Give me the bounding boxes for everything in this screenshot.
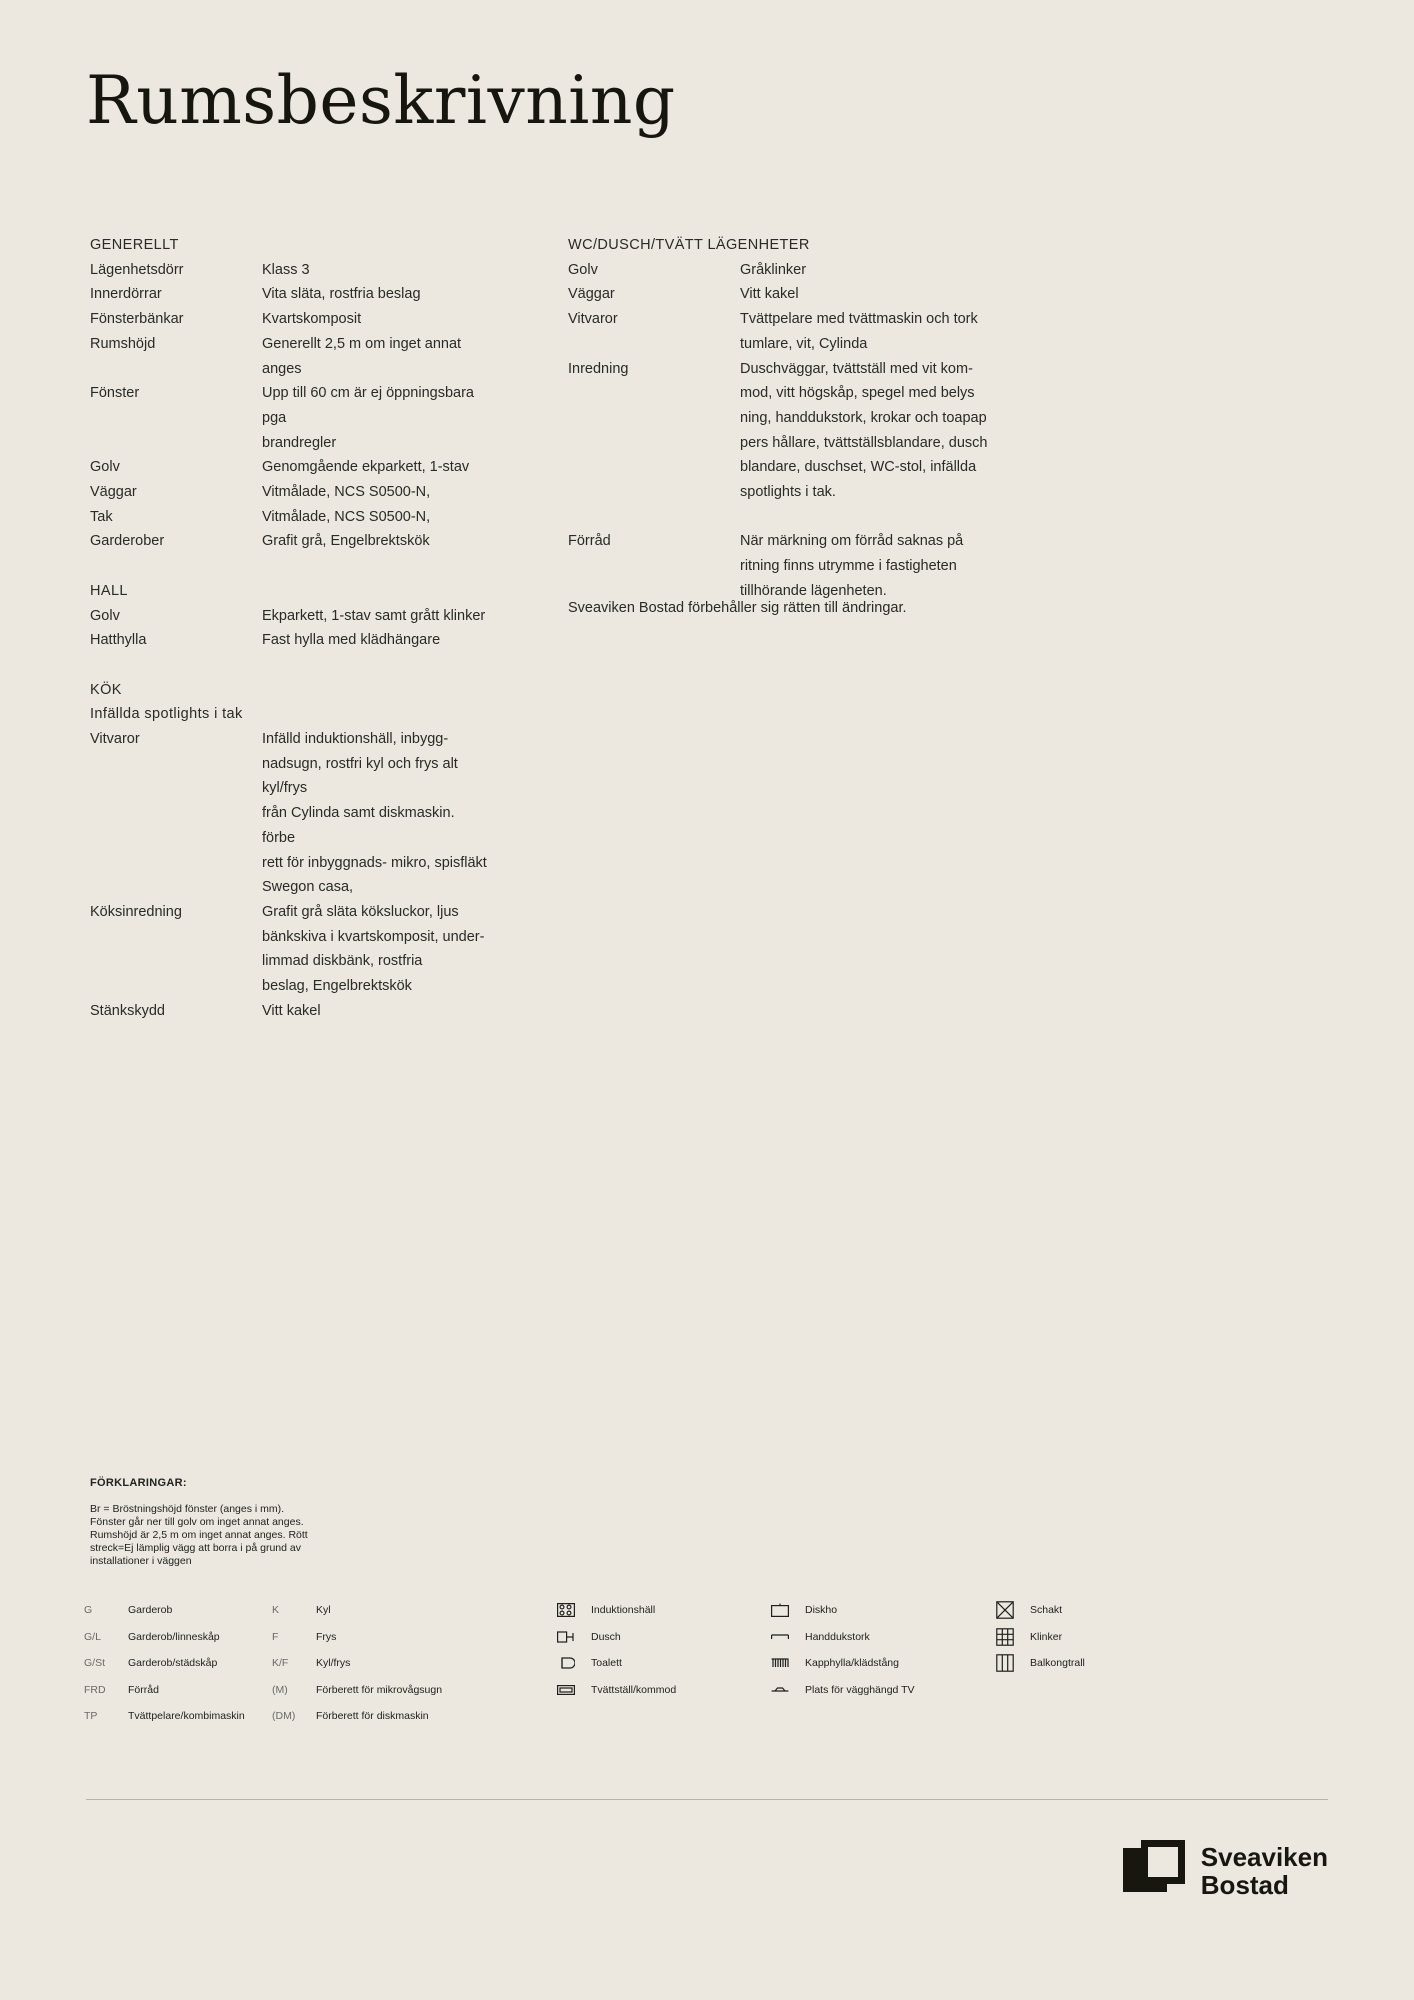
- legend-item: [996, 1624, 1085, 1651]
- spec-value-continuation: Swegon casa,: [262, 879, 354, 896]
- legend-item: [557, 1597, 676, 1624]
- spec-key: Lägenhetsdörr: [90, 261, 184, 278]
- spec-row: [90, 381, 490, 430]
- tv-icon: [771, 1683, 805, 1697]
- spec-key: Innerdörrar: [90, 286, 162, 303]
- legend-label: Dusch: [591, 1630, 621, 1643]
- legend-label: Förberett för diskmaskin: [316, 1710, 429, 1723]
- spec-key: Stänkskydd: [90, 1002, 165, 1019]
- legend-code: G/St: [84, 1657, 106, 1670]
- section-heading: KÖK: [90, 681, 122, 698]
- disclaimer-text: Sveaviken Bostad förbehåller sig rätten till ändringar.: [568, 600, 907, 616]
- legend-code: G: [84, 1604, 93, 1617]
- spec-key: Golv: [90, 607, 120, 624]
- spec-value-continuation: tumlare, vit, Cylinda: [740, 335, 868, 352]
- spec-row: [90, 999, 490, 1024]
- legend-label: Kapphylla/klädstång: [805, 1657, 899, 1670]
- specs-column-left: [90, 233, 490, 1023]
- spec-value-continuation: spotlights i tak.: [740, 484, 836, 501]
- legend-item: [272, 1650, 442, 1677]
- spacer: [568, 505, 998, 530]
- legend-label: Plats för vägghängd TV: [805, 1683, 915, 1696]
- legend-item: [84, 1597, 245, 1624]
- section-heading: HALL: [90, 582, 128, 599]
- spec-value: Infälld induktionshäll, inbygg-: [262, 731, 449, 748]
- klinker-icon: [996, 1628, 1030, 1646]
- spec-value: Vitmålade, NCS S0500-N,: [262, 484, 431, 501]
- spec-value-continuation: från Cylinda samt diskmaskin. förbe: [262, 805, 455, 846]
- spec-row: [568, 529, 998, 554]
- spec-value: När märkning om förråd saknas på: [740, 533, 964, 550]
- legend-item: [557, 1677, 676, 1704]
- schakt-icon: [996, 1601, 1030, 1619]
- spec-value-continuation: nadsugn, rostfri kyl och frys alt kyl/frys: [262, 755, 458, 797]
- legend-label: Schakt: [1030, 1604, 1063, 1617]
- legend-item: [557, 1624, 676, 1651]
- spec-key: Väggar: [568, 286, 615, 303]
- spec-value-continuation: pers hållare, tvättställsblandare, dusch: [740, 434, 988, 451]
- spec-row: [568, 258, 998, 283]
- legend-item: [771, 1597, 915, 1624]
- tvattstall-icon: [557, 1683, 591, 1697]
- legend-label: Diskho: [805, 1604, 838, 1617]
- logo-line-1: Sveaviken: [1200, 1842, 1328, 1872]
- spec-key: Hatthylla: [90, 632, 147, 649]
- spec-value: Fast hylla med klädhängare: [262, 632, 441, 649]
- section-heading: Infällda spotlights i tak: [90, 706, 243, 723]
- legend-code: (DM): [272, 1710, 296, 1723]
- legend-label: Handdukstork: [805, 1630, 870, 1643]
- spec-value: Klass 3: [262, 261, 310, 278]
- logo-text: [1201, 1843, 1328, 1899]
- specs-column-right: [568, 233, 998, 604]
- legend-item: [84, 1677, 245, 1704]
- spec-row: [90, 628, 490, 653]
- spec-value: Vita släta, rostfria beslag: [262, 286, 421, 303]
- spec-value: Grafit grå släta köksluckor, ljus: [262, 903, 459, 920]
- legend-label: Induktionshäll: [591, 1604, 656, 1617]
- legend-column: [84, 1597, 245, 1730]
- spec-key: Fönsterbänkar: [90, 311, 184, 328]
- spec-row: [90, 480, 490, 505]
- legend-item: [84, 1624, 245, 1651]
- legend-item: [272, 1624, 442, 1651]
- spec-value-continuation: bänkskiva i kvartskomposit, under-: [262, 928, 485, 945]
- spec-key: Rumshöjd: [90, 335, 156, 352]
- balkongtrall-icon: [996, 1654, 1030, 1672]
- legend-label: Klinker: [1030, 1630, 1063, 1643]
- spec-value: Duschväggar, tvättställ med vit kom-: [740, 360, 973, 377]
- legend-code: (M): [272, 1683, 288, 1696]
- spacer: [90, 554, 490, 579]
- spec-value: Upp till 60 cm är ej öppningsbara pga: [262, 385, 474, 426]
- legend-label: Garderob/städskåp: [128, 1657, 218, 1670]
- legend-label: Kyl/frys: [316, 1657, 351, 1670]
- handdukstork-icon: [771, 1630, 805, 1644]
- spec-value-continuation: beslag, Engelbrektskök: [262, 978, 412, 995]
- spec-key: Golv: [568, 261, 598, 278]
- legend-column: [272, 1597, 442, 1730]
- spec-value: Vitt kakel: [262, 1002, 321, 1019]
- toalett-icon: [557, 1656, 591, 1670]
- legend-code: K: [272, 1604, 280, 1617]
- legend-item: [272, 1677, 442, 1704]
- spec-value: Vitmålade, NCS S0500-N,: [262, 508, 431, 525]
- spec-row: [568, 307, 998, 332]
- spec-value: Gråklinker: [740, 261, 807, 278]
- diskho-icon: [771, 1603, 805, 1617]
- spec-row: [90, 455, 490, 480]
- legend-item: [996, 1597, 1085, 1624]
- legend-label: Balkongtrall: [1030, 1657, 1085, 1670]
- spec-value-continuation: mod, vitt högskåp, spegel med belys: [740, 385, 975, 402]
- legend-label: Förråd: [128, 1683, 159, 1696]
- legend-label: Förberett för mikrovågsugn: [316, 1683, 443, 1696]
- legend-item: [84, 1703, 245, 1730]
- legend-code: FRD: [84, 1683, 106, 1696]
- spec-value-continuation: ning, handdukstork, krokar och toapap: [740, 409, 987, 426]
- legend-label: Frys: [316, 1630, 337, 1643]
- spec-value-continuation: tillhörande lägenheten.: [740, 582, 887, 599]
- legend-column: [771, 1597, 915, 1703]
- spec-row: [568, 357, 998, 382]
- legend-label: Tvättställ/kommod: [591, 1683, 677, 1696]
- legend-item: [771, 1677, 915, 1704]
- legend-item: [771, 1650, 915, 1677]
- legend-item: [557, 1650, 676, 1677]
- logo-mark-icon: [1123, 1840, 1185, 1902]
- spec-key: Väggar: [90, 484, 137, 501]
- legend-code: TP: [84, 1710, 98, 1723]
- spec-key: Vitvaror: [90, 731, 140, 748]
- section-heading: WC/DUSCH/TVÄTT LÄGENHETER: [568, 237, 810, 253]
- spec-value-continuation: limmad diskbänk, rostfria: [262, 953, 423, 970]
- spec-key: Tak: [90, 508, 113, 525]
- spec-row: [90, 604, 490, 629]
- legend-label: Garderob: [128, 1604, 173, 1617]
- page-title: Rumsbeskrivning: [86, 62, 676, 139]
- legend-item: [771, 1624, 915, 1651]
- spec-row: [90, 505, 490, 530]
- legend-label: Toalett: [591, 1657, 622, 1670]
- induktionshall-icon: [557, 1603, 591, 1617]
- legend-code: G/L: [84, 1630, 101, 1643]
- spec-value-continuation: brandregler: [262, 434, 337, 451]
- kapphylla-icon: [771, 1656, 805, 1670]
- spec-row: [90, 727, 490, 752]
- spec-row: [568, 282, 998, 307]
- spec-row: [90, 900, 490, 925]
- spec-value: Ekparkett, 1-stav samt grått klinker: [262, 607, 486, 624]
- spec-value: Vitt kakel: [740, 286, 799, 303]
- spec-value: Grafit grå, Engelbrektskök: [262, 533, 430, 550]
- section-heading: GENERELLT: [90, 237, 179, 253]
- legend-item: [272, 1597, 442, 1624]
- legend-code: K/F: [272, 1657, 289, 1670]
- legend-label: Kyl: [316, 1604, 331, 1617]
- brand-logo: [1123, 1840, 1328, 1902]
- legend-column: [557, 1597, 676, 1703]
- spacer: [90, 653, 490, 678]
- logo-line-2: Bostad: [1200, 1870, 1289, 1900]
- spec-row: [90, 529, 490, 554]
- spec-value: Kvartskomposit: [262, 311, 362, 328]
- spec-key: Förråd: [568, 533, 611, 550]
- legend-item: [272, 1703, 442, 1730]
- spec-row: [90, 332, 490, 357]
- spec-row: [90, 258, 490, 283]
- legend-label: Garderob/linneskåp: [128, 1630, 220, 1643]
- legend-note: Br = Bröstningshöjd fönster (anges i mm). Fönster går ner till golv om inget annat anges. Rumshöjd är 2,5 m om inget annat anges. Rött streck=Ej lämplig vägg att borra i på grund av installationer i väggen: [90, 1503, 308, 1567]
- spec-value-continuation: ritning finns utrymme i fastigheten: [740, 558, 957, 575]
- legend-item: [84, 1650, 245, 1677]
- spec-value: Tvättpelare med tvättmaskin och tork: [740, 311, 978, 328]
- spec-row: [90, 282, 490, 307]
- spec-value: Genomgående ekparkett, 1-stav: [262, 459, 470, 476]
- spec-key: Inredning: [568, 360, 629, 377]
- footer-divider: [86, 1799, 1328, 1800]
- spec-key: Golv: [90, 459, 120, 476]
- spec-value-continuation: blandare, duschset, WC-stol, infällda: [740, 459, 977, 476]
- legend-heading: FÖRKLARINGAR:: [90, 1477, 187, 1489]
- legend-label: Tvättpelare/kombimaskin: [128, 1710, 245, 1723]
- spec-key: Köksinredning: [90, 903, 182, 920]
- spec-key: Vitvaror: [568, 311, 618, 328]
- dusch-icon: [557, 1630, 591, 1644]
- spec-row: [90, 307, 490, 332]
- spec-value-continuation: anges: [262, 360, 302, 377]
- spec-key: Fönster: [90, 385, 140, 402]
- legend-column: [996, 1597, 1085, 1677]
- legend-code: F: [272, 1630, 279, 1643]
- spec-value-continuation: rett för inbyggnads- mikro, spisfläkt: [262, 854, 487, 871]
- legend-item: [996, 1650, 1085, 1677]
- spec-key: Garderober: [90, 533, 165, 550]
- spec-value: Generellt 2,5 m om inget annat: [262, 335, 462, 352]
